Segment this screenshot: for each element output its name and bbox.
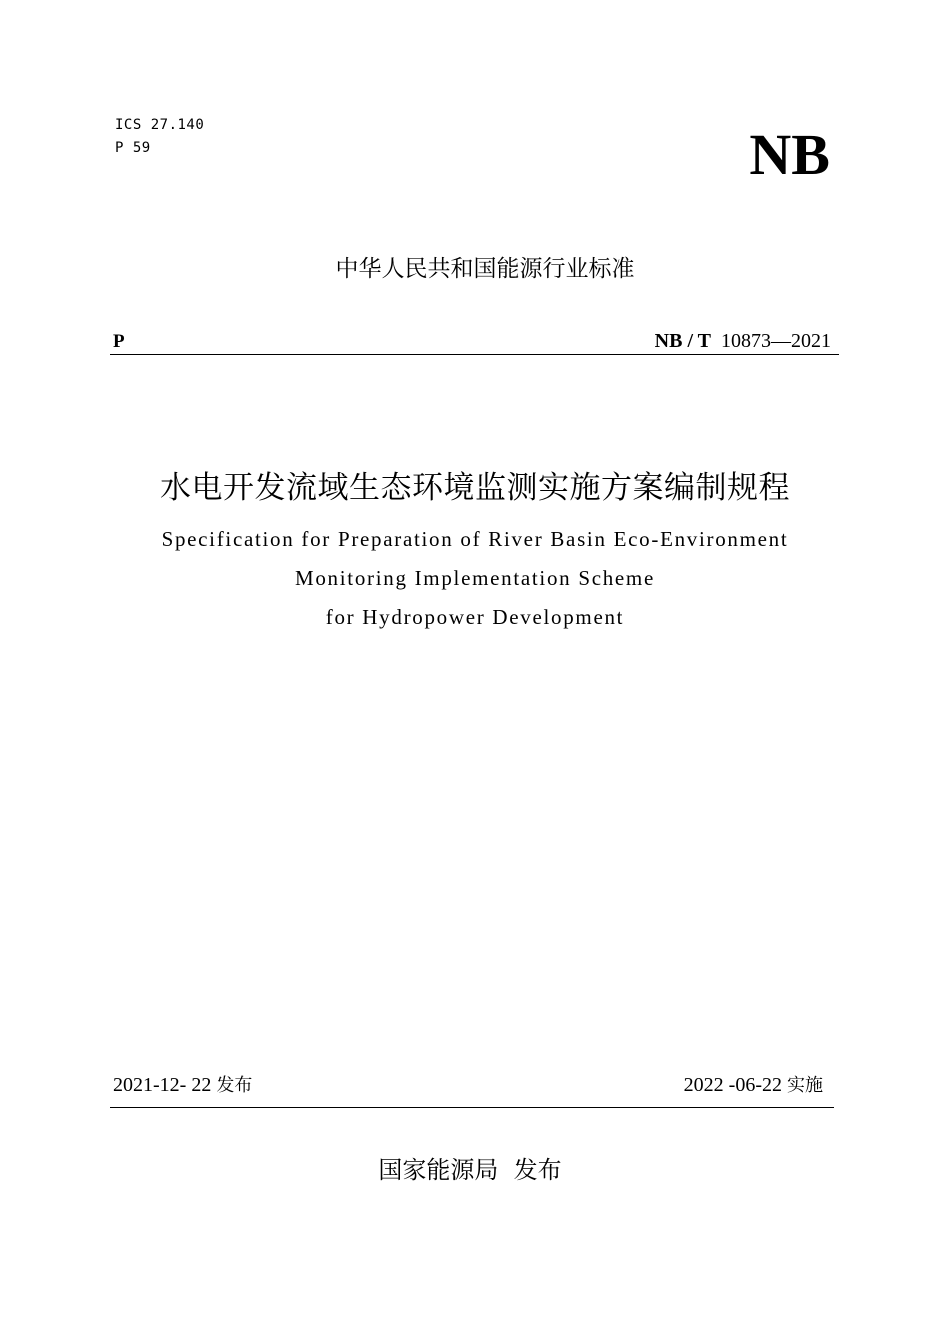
standard-type-heading: 中华人民共和国能源行业标准 <box>335 256 635 282</box>
publish-label: 发布 <box>216 1075 253 1096</box>
publish-date <box>113 1071 252 1097</box>
title-english-line: for Hydropower Development <box>325 605 625 629</box>
standard-number <box>655 330 831 353</box>
title-chinese: 水电开发流域生态环境监测实施方案编制规程 <box>160 470 790 506</box>
footer-divider <box>110 1107 834 1108</box>
category-mark: P <box>113 331 125 352</box>
publish-date-value: 2021-12- 22 <box>113 1074 212 1096</box>
title-english-line: Monitoring Implementation Scheme <box>294 566 655 590</box>
issuing-authority: 国家能源局 发布 <box>378 1156 562 1184</box>
nb-logo: NB <box>749 122 830 187</box>
ccs-code: P 59 <box>115 140 151 156</box>
implement-label: 实施 <box>787 1075 823 1096</box>
ics-code: ICS 27.140 <box>115 117 205 133</box>
implement-date <box>684 1071 823 1097</box>
standard-number-prefix: NB / T <box>654 330 711 352</box>
title-english-line: Specification for Preparation of River Basin Eco-Environment <box>161 527 789 551</box>
implement-date-value: 2022 -06-22 <box>683 1074 782 1096</box>
standard-number-value: 10873—2021 <box>721 330 831 352</box>
header-divider <box>110 354 839 355</box>
